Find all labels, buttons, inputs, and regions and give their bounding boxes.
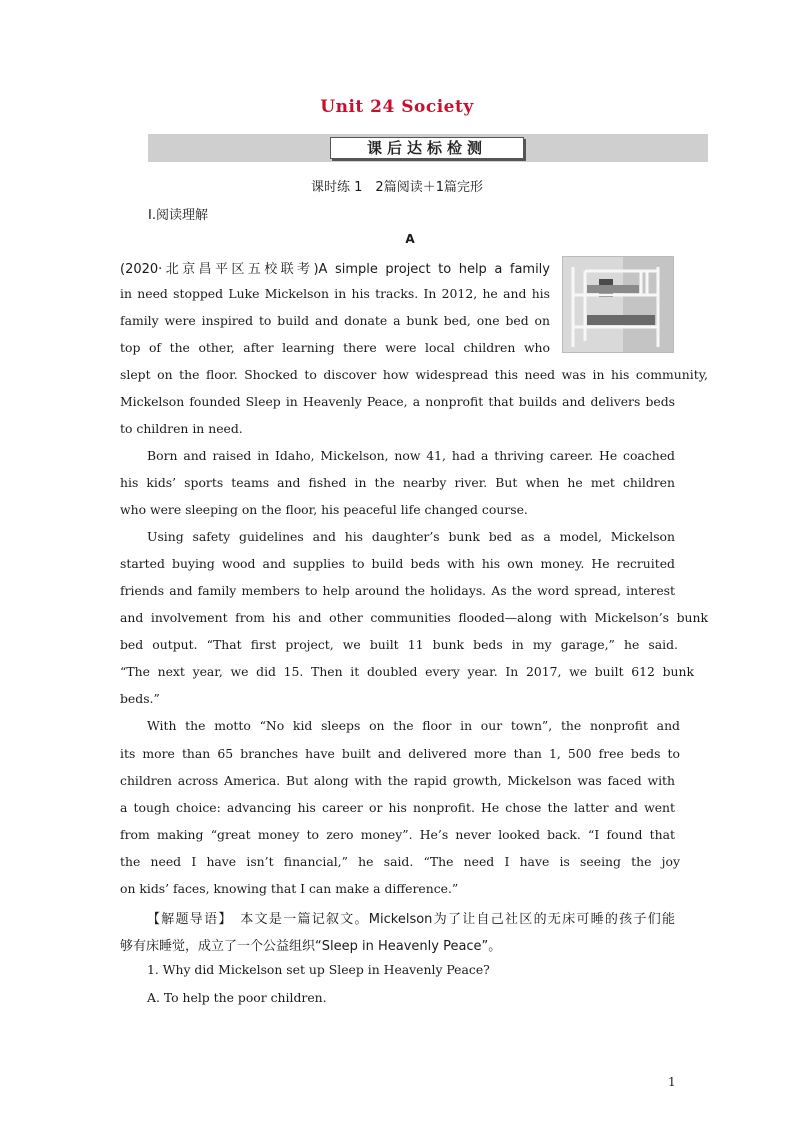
banner-label: 课后达标检测	[330, 137, 524, 159]
answer-option: A. To help the poor children.	[147, 990, 327, 1005]
text-line: (2020·北京昌平区五校联考)A simple project to help a family	[120, 262, 550, 277]
page-number: 1	[668, 1075, 676, 1089]
bunk-bed-photo	[562, 256, 674, 353]
text-line: bed output. “That first project, we built 11 bunk beds in my garage,” he said.	[120, 637, 678, 652]
text-line: who were sleeping on the floor, his peaceful life changed course.	[120, 502, 528, 517]
text-line: its more than 65 branches have built and delivered more than 1, 500 free beds to	[120, 746, 680, 761]
text-line: “The next year, we did 15. Then it doubled every year. In 2017, we built 612 bunk	[120, 664, 694, 679]
text-line: Using safety guidelines and his daughter’s bunk bed as a model, Mickelson	[147, 529, 675, 544]
text-line: the need I have isn’t financial,” he said. “The need I have is seeing the joy	[120, 854, 680, 869]
text-line: a tough choice: advancing his career or his nonprofit. He chose the latter and went	[120, 800, 675, 815]
text-line: top of the other, after learning there were local children who	[120, 340, 550, 355]
text-line: children across America. But along with the rapid growth, Mickelson was faced with	[120, 773, 675, 788]
text-line: and involvement from his and other communities flooded—along with Mickelson’s bunk	[120, 610, 708, 625]
section-heading: Ⅰ.阅读理解	[148, 208, 208, 223]
lesson-subtitle: 课时练 1 2篇阅读＋1篇完形	[311, 180, 483, 195]
text-line: on kids’ faces, knowing that I can make a difference.”	[120, 881, 459, 896]
guide-text: 【解题导语】 本文是一篇记叙文。Mickelson为了让自己社区的无床可睡的孩子们能	[147, 912, 675, 927]
text-line: beds.”	[120, 691, 160, 706]
text-line: slept on the floor. Shocked to discover how widespread this need was in his community,	[120, 367, 708, 382]
text-line: from making “great money to zero money”. He’s never looked back. “I found that	[120, 827, 675, 842]
text-line: his kids’ sports teams and fished in the nearby river. But when he met children	[120, 475, 675, 490]
question-text: 1. Why did Mickelson set up Sleep in Heavenly Peace?	[147, 962, 490, 977]
text-line: friends and family members to help around the holidays. As the word spread, interest	[120, 583, 675, 598]
unit-title: Unit 24 Society	[320, 97, 474, 117]
text-line: Born and raised in Idaho, Mickelson, now 41, had a thriving career. He coached	[147, 448, 675, 463]
text-line: With the motto “No kid sleeps on the floor in our town”, the nonprofit and	[147, 718, 680, 733]
text-line: family were inspired to build and donate a bunk bed, one bed on	[120, 313, 550, 328]
section-banner	[148, 134, 708, 162]
text-line: in need stopped Luke Mickelson in his tracks. In 2012, he and his	[120, 286, 550, 301]
text-line: started buying wood and supplies to build beds with his own money. He recruited	[120, 556, 675, 571]
text-line: to children in need.	[120, 421, 243, 436]
text-line: Mickelson founded Sleep in Heavenly Peace, a nonprofit that builds and delivers beds	[120, 394, 675, 409]
passage-label: A	[405, 232, 415, 246]
guide-text: 够有床睡觉，成立了一个公益组织“Sleep in Heavenly Peace”。	[120, 939, 502, 954]
